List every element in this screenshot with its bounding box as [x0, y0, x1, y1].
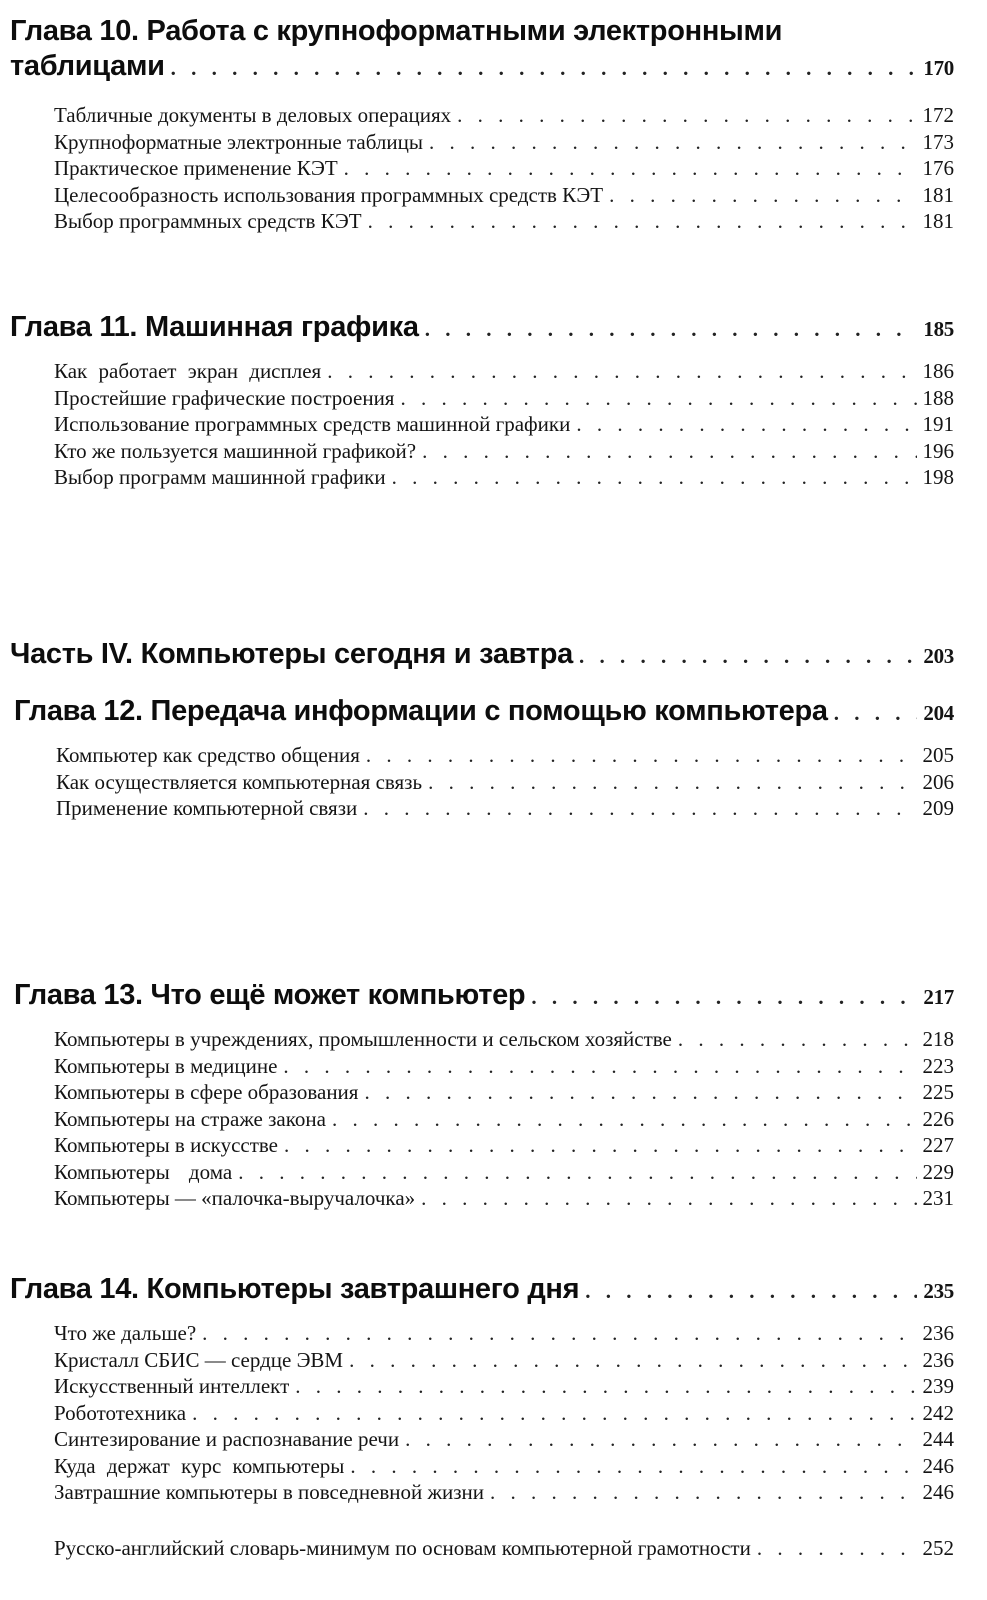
toc-section-appendix: [0, 1535, 987, 1562]
toc-entry-title: Компьютеры дома: [54, 1159, 233, 1184]
chapter-10-heading: таблицами: [10, 50, 165, 82]
toc-entry[interactable]: [0, 1079, 987, 1106]
chapter-14-heading-row[interactable]: [0, 1270, 987, 1308]
toc-entry[interactable]: [0, 1185, 987, 1212]
leader-dots: [392, 464, 917, 491]
toc-entry-title: Компьютеры — «палочка-выручалочка»: [54, 1186, 416, 1210]
leader-dots: [678, 1026, 917, 1053]
toc-entry[interactable]: [0, 385, 987, 412]
leader-dots: [421, 1185, 916, 1212]
leader-dots: [422, 438, 916, 465]
toc-entry-page-number: 209: [922, 796, 954, 820]
leader-dots: [400, 385, 916, 412]
toc-entry-title: Компьютеры в медицине: [54, 1053, 278, 1078]
leader-dots: [585, 1272, 917, 1308]
toc-entry-title: Куда держат курс компьютеры: [54, 1453, 345, 1478]
toc-entry[interactable]: [0, 102, 987, 129]
toc-entry[interactable]: [0, 358, 987, 385]
toc-entry-page-number: 246: [922, 1453, 954, 1478]
toc-entry[interactable]: [0, 182, 987, 209]
chapter-12-heading: Глава 12. Передача информации с помощью компьютера: [14, 695, 828, 727]
toc-entry-title: Выбор программ машинной графики: [54, 465, 386, 489]
toc-entry-page-number: 246: [922, 1480, 954, 1504]
leader-dots: [350, 1453, 916, 1480]
toc-entry[interactable]: [0, 129, 987, 156]
part-4-page-number: 203: [923, 644, 954, 668]
toc-entry-title: Русско-английский словарь-минимум по основам компьютерной грамотности: [54, 1536, 751, 1560]
toc-entry-page-number: 236: [922, 1321, 954, 1345]
toc-section-chapter-13: [0, 976, 987, 1212]
chapter-14-heading: Глава 14. Компьютеры завтрашнего дня: [10, 1273, 580, 1305]
leader-dots: [283, 1053, 916, 1080]
toc-entry[interactable]: [0, 208, 987, 235]
toc-entry[interactable]: [0, 411, 987, 438]
toc-entry-title: Как осуществляется компьютерная связь: [56, 769, 423, 794]
leader-dots: [368, 208, 917, 235]
toc-entry[interactable]: [0, 1053, 987, 1080]
toc-entry-page-number: 242: [922, 1400, 954, 1425]
toc-entry[interactable]: [0, 1132, 987, 1159]
leader-dots: [364, 1079, 916, 1106]
toc-entry-title: Практическое применение КЭТ: [54, 156, 338, 180]
toc-entry-page-number: 191: [922, 412, 954, 436]
toc-entry-page-number: 176: [922, 156, 954, 180]
chapter-13-page-number: 217: [923, 985, 954, 1009]
toc-entry-title: Синтезирование и распознавание речи: [54, 1427, 400, 1451]
leader-dots: [171, 50, 918, 84]
toc-entry-title: Кристалл СБИС — сердце ЭВМ: [54, 1347, 344, 1372]
leader-dots: [344, 155, 917, 182]
toc-entry-title: Крупноформатные электронные таблицы: [54, 129, 423, 154]
toc-entry-page-number: 223: [922, 1053, 954, 1078]
toc-entry-title: Кто же пользуется машинной графикой?: [54, 438, 417, 463]
toc-entry-page-number: 205: [922, 743, 954, 767]
toc-entry-page-number: 236: [922, 1347, 954, 1372]
toc-entry[interactable]: [0, 795, 987, 822]
leader-dots: [429, 129, 917, 156]
leader-dots: [192, 1400, 916, 1427]
toc-entry-title: Табличные документы в деловых операциях: [54, 103, 452, 127]
toc-section-part-4: [0, 635, 987, 673]
toc-entry-page-number: 198: [922, 465, 954, 489]
toc-entry[interactable]: [0, 1159, 987, 1186]
chapter-10-heading-row[interactable]: [0, 48, 987, 84]
toc-entry-page-number: 244: [922, 1427, 954, 1451]
toc-entry-title: Простейшие графические построения: [54, 385, 395, 410]
toc-entry[interactable]: [0, 1320, 987, 1347]
part-4-heading-row[interactable]: [0, 635, 987, 673]
chapter-10-heading-line1: Глава 10. Работа с крупноформатными электронными: [10, 15, 783, 47]
toc-entry-title: Компьютеры в искусстве: [54, 1133, 278, 1157]
toc-entry-title: Искусственный интеллект: [54, 1374, 290, 1398]
leader-dots: [238, 1159, 916, 1186]
leader-dots: [579, 637, 917, 673]
toc-section-chapter-12: [0, 692, 987, 822]
chapter-14-page-number: 235: [923, 1279, 954, 1303]
toc-entry-page-number: 231: [922, 1186, 954, 1210]
leader-dots: [363, 795, 916, 822]
toc-entry-title: Использование программных средств машинной графики: [54, 412, 571, 436]
toc-entry-page-number: 173: [922, 129, 954, 154]
chapter-10-page-number: 170: [923, 56, 954, 80]
toc-entry-page-number: 226: [922, 1106, 954, 1131]
toc-entry[interactable]: [0, 769, 987, 796]
leader-dots: [366, 742, 917, 769]
toc-entry[interactable]: [0, 1347, 987, 1374]
toc-entry-title: Робототехника: [54, 1400, 187, 1425]
toc-entry-page-number: 196: [922, 438, 954, 463]
leader-dots: [332, 1106, 917, 1133]
chapter-12-heading-row[interactable]: [0, 692, 987, 730]
toc-entry[interactable]: [0, 742, 987, 769]
toc-entry-page-number: 227: [922, 1133, 954, 1157]
toc-entry-page-number: 188: [922, 385, 954, 410]
toc-entry[interactable]: [0, 1400, 987, 1427]
toc-entry-page-number: 239: [922, 1374, 954, 1398]
toc-entry-page-number: 172: [922, 103, 954, 127]
toc-entry-page-number: 186: [922, 359, 954, 383]
toc-entry-page-number: 218: [922, 1027, 954, 1051]
toc-entry[interactable]: [0, 464, 987, 491]
toc-section-chapter-14: [0, 1270, 987, 1506]
toc-entry-title: Компьютеры на страже закона: [54, 1106, 326, 1131]
toc-section-chapter-11: [0, 308, 987, 491]
leader-dots: [531, 978, 917, 1014]
chapter-13-heading-row[interactable]: [0, 976, 987, 1014]
toc-entry-title: Целесообразность использования программных средств КЭТ: [54, 182, 604, 207]
toc-entry-page-number: 181: [922, 209, 954, 233]
leader-dots: [405, 1426, 916, 1453]
toc-entry[interactable]: [0, 1373, 987, 1400]
leader-dots: [425, 310, 918, 346]
toc-entry-title: Как работает экран дисплея: [54, 359, 322, 383]
leader-dots: [576, 411, 916, 438]
leader-dots: [327, 358, 916, 385]
leader-dots: [490, 1479, 916, 1506]
leader-dots: [295, 1373, 916, 1400]
leader-dots: [757, 1535, 917, 1562]
toc-entry[interactable]: [0, 1479, 987, 1506]
chapter-11-page-number: 185: [923, 317, 954, 341]
toc-entry-title: Применение компьютерной связи: [56, 796, 358, 820]
chapter-11-heading: Глава 11. Машинная графика: [10, 311, 419, 343]
toc-entry-page-number: 206: [922, 769, 954, 794]
chapter-11-heading-row[interactable]: [0, 308, 987, 346]
toc-entry-title: Что же дальше?: [54, 1321, 197, 1345]
toc-entry[interactable]: [0, 155, 987, 182]
toc-entry-title: Компьютеры в сфере образования: [54, 1080, 359, 1104]
toc-entry[interactable]: [0, 1026, 987, 1053]
part-4-heading: Часть IV. Компьютеры сегодня и завтра: [10, 638, 573, 670]
toc-entry-page-number: 229: [922, 1159, 954, 1184]
leader-dots: [428, 769, 916, 796]
toc-section-chapter-10: [0, 14, 987, 235]
leader-dots: [457, 102, 916, 129]
leader-dots: [609, 182, 916, 209]
leader-dots: [834, 694, 918, 730]
toc-entry-title: Завтрашние компьютеры в повседневной жизни: [54, 1480, 485, 1504]
leader-dots: [349, 1347, 916, 1374]
leader-dots: [284, 1132, 917, 1159]
toc-entry-title: Компьютеры в учреждениях, промышленности и сельском хозяйстве: [54, 1027, 672, 1051]
toc-entry[interactable]: [0, 1453, 987, 1480]
toc-entry-title: Компьютер как средство общения: [56, 743, 360, 767]
leader-dots: [202, 1320, 916, 1347]
chapter-12-page-number: 204: [923, 701, 954, 725]
toc-entry[interactable]: [0, 1426, 987, 1453]
toc-entry-page-number: 252: [922, 1536, 954, 1560]
toc-entry[interactable]: [0, 438, 987, 465]
toc-entry-page-number: 181: [922, 182, 954, 207]
toc-entry[interactable]: [0, 1106, 987, 1133]
toc-entry-page-number: 225: [922, 1080, 954, 1104]
chapter-13-heading: Глава 13. Что ещё может компьютер: [14, 979, 526, 1011]
toc-entry-title: Выбор программных средств КЭТ: [54, 209, 362, 233]
toc-entry[interactable]: [0, 1535, 987, 1562]
